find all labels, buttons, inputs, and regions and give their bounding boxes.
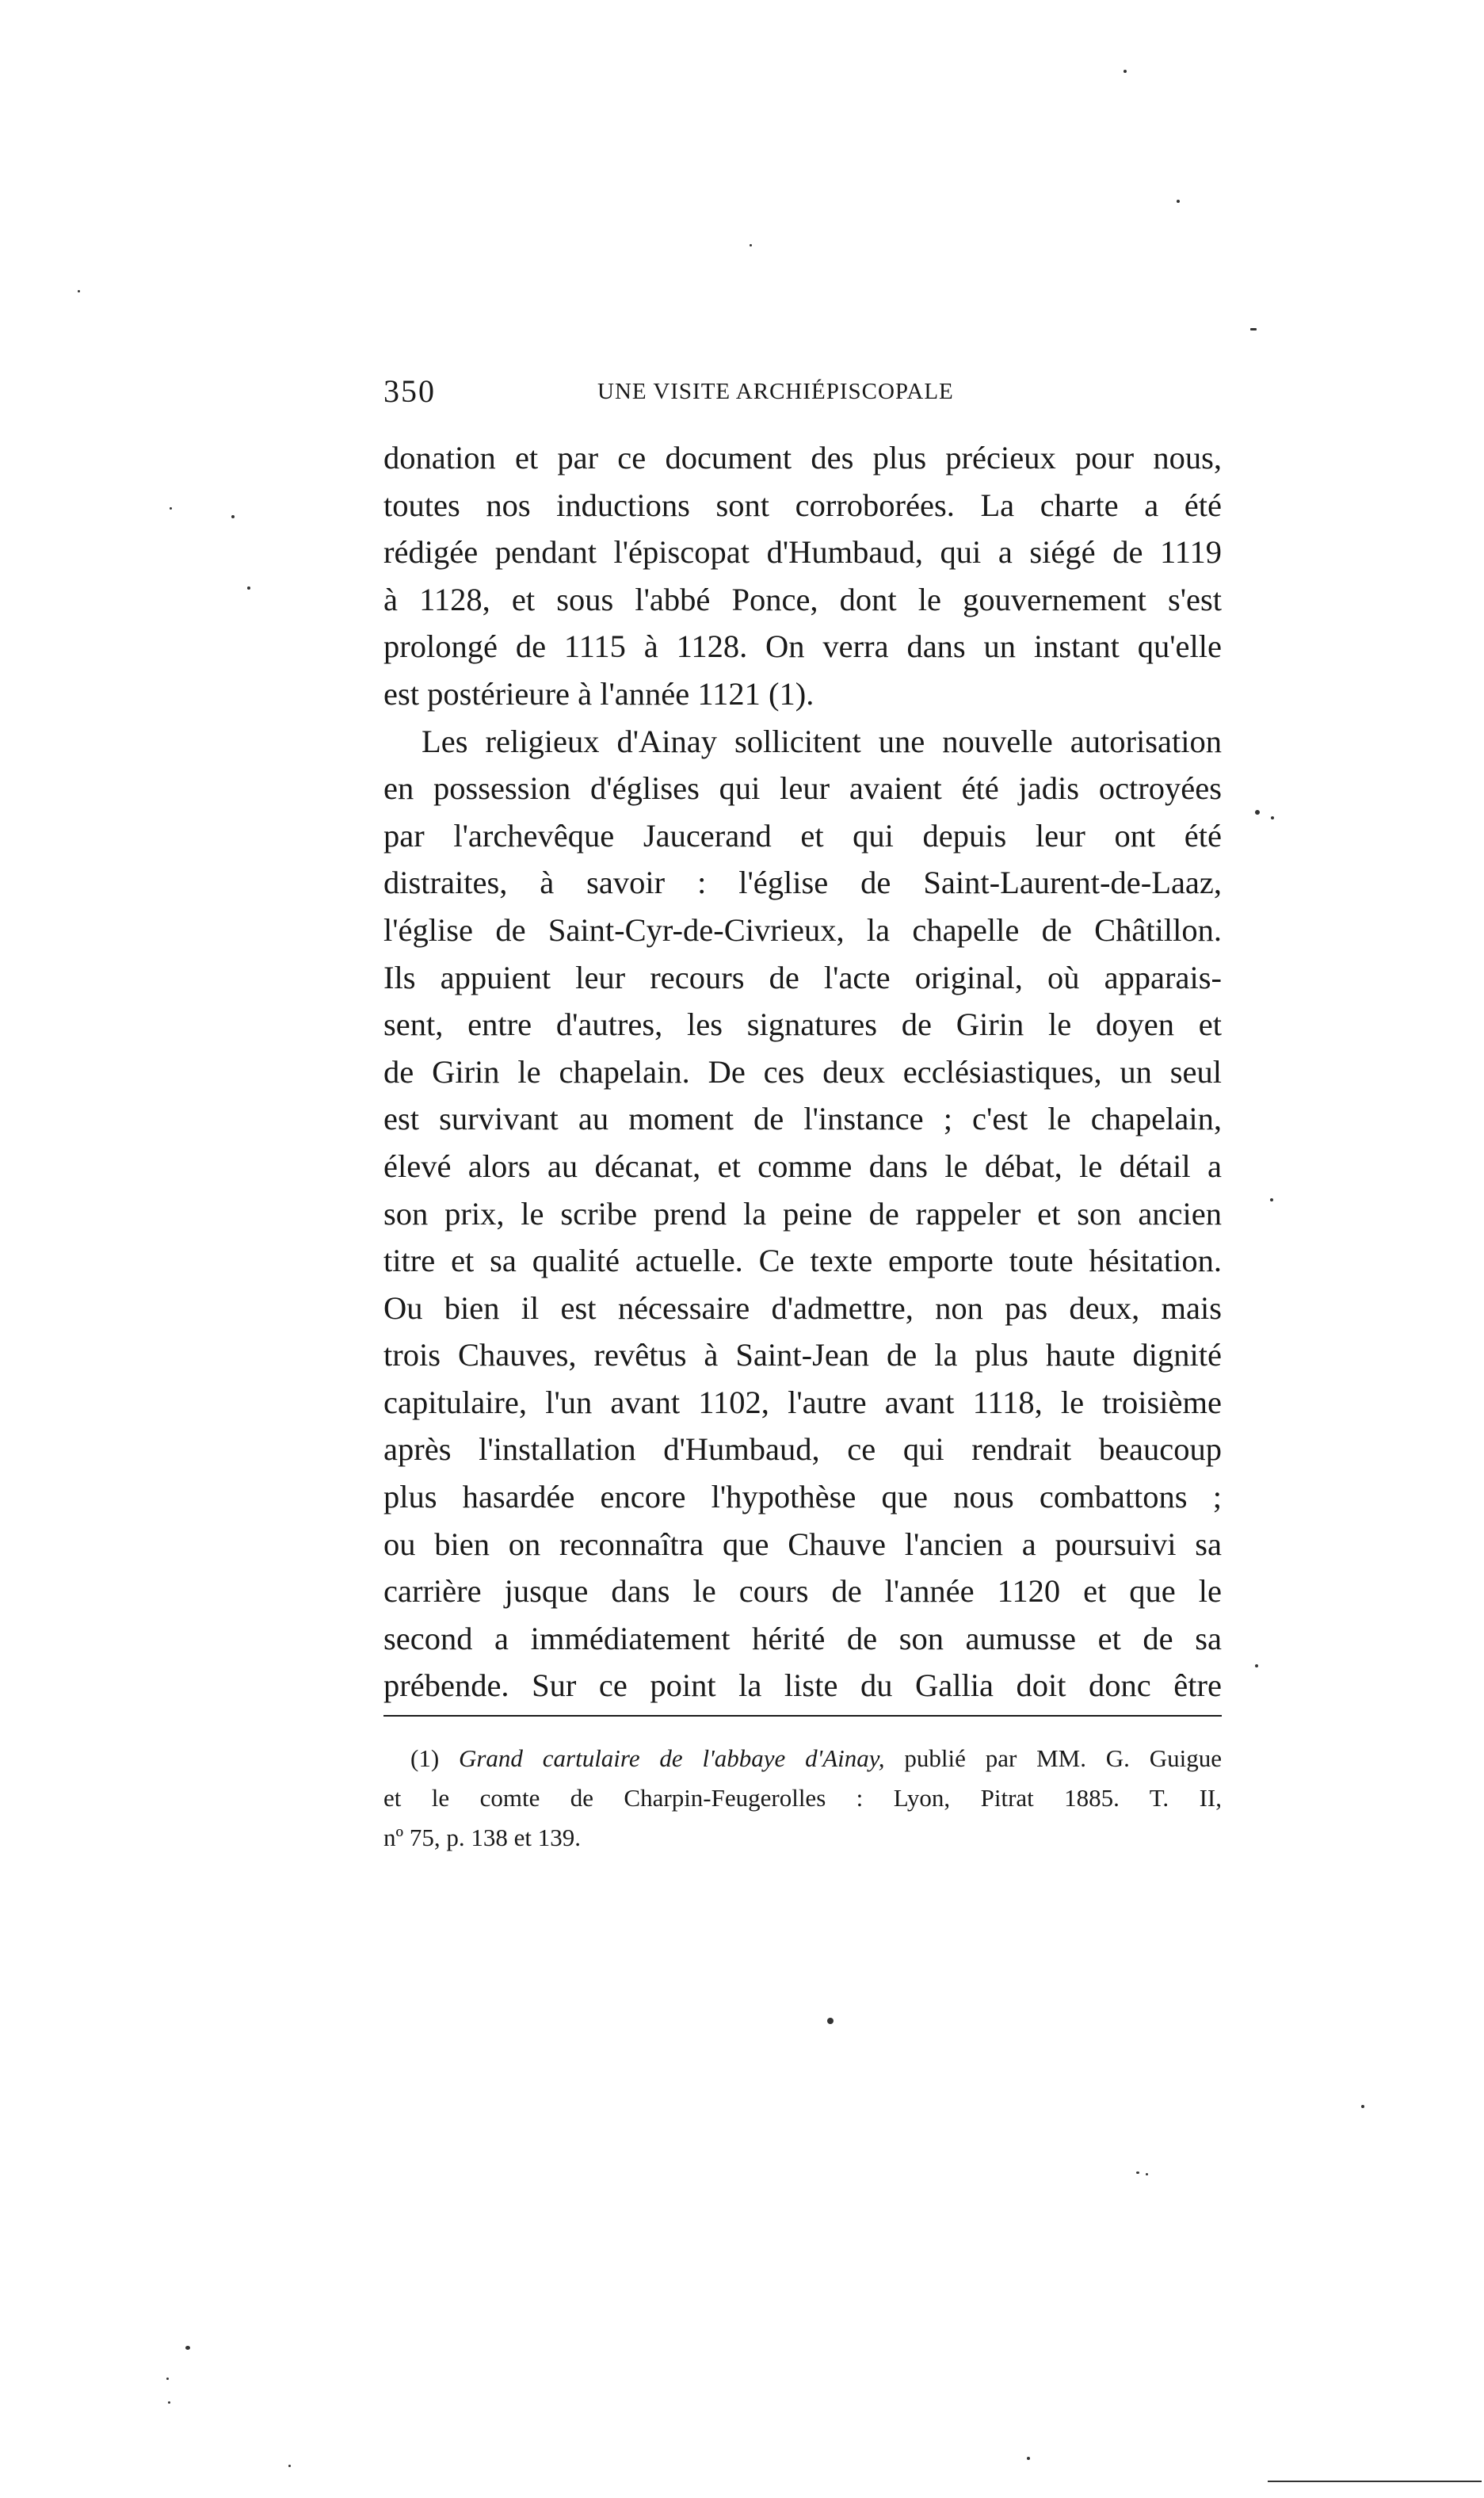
scan-speck — [1123, 70, 1127, 73]
scan-speck — [1255, 810, 1260, 815]
body-text — [383, 434, 1222, 1709]
footnote-line — [383, 1739, 1222, 1778]
text-line: est postérieure à l'année 1121 (1). — [383, 675, 814, 712]
text-line: ou bien on reconnaîtra que Chauve l'ancien a poursuivi sa — [383, 1526, 1222, 1562]
scan-speck — [1146, 2173, 1148, 2175]
text-line: de Girin le chapelain. De ces deux ecclésiastiques, un seul — [383, 1053, 1222, 1090]
scan-speck — [78, 290, 80, 292]
scan-speck — [1270, 1198, 1273, 1201]
text-line: Ils appuient leur recours de l'acte original, où apparais- — [383, 959, 1222, 995]
text-line: carrière jusque dans le cours de l'année 1120 et que le — [383, 1573, 1222, 1610]
page-number: 350 — [383, 373, 436, 409]
text-line: distraites, à savoir : l'église de Saint-Laurent-de-Laaz, — [383, 865, 1222, 901]
scan-speck — [1027, 2457, 1030, 2460]
scan-speck — [288, 2465, 291, 2467]
footnote-line: et le comte de Charpin-Feugerolles : Lyon, Pitrat 1885. T. II, — [383, 1784, 1222, 1812]
text-line: son prix, le scribe prend la peine de rappeler et son ancien — [383, 1195, 1222, 1232]
footnote-line: nº 75, p. 138 et 139. — [383, 1824, 581, 1851]
footnote-title: Grand cartulaire de l'abbaye d'Ainay, — [458, 1744, 885, 1772]
text-line: prolongé de 1115 à 1128. On verra dans un instant qu'elle — [383, 628, 1222, 665]
footnote-rule — [383, 1715, 1222, 1717]
scan-speck — [1255, 1664, 1258, 1667]
text-line: toutes nos inductions sont corroborées. La charte a été — [383, 487, 1222, 523]
scan-speck — [1136, 2171, 1139, 2174]
text-line: sent, entre d'autres, les signatures de Girin le doyen et — [383, 1006, 1222, 1043]
scan-speck — [185, 2346, 190, 2350]
text-line: après l'installation d'Humbaud, ce qui rendrait beaucoup — [383, 1431, 1222, 1468]
text-line: trois Chauves, revêtus à Saint-Jean de la plus haute dignité — [383, 1337, 1222, 1373]
text-line: en possession d'églises qui leur avaient été jadis octroyées — [383, 770, 1222, 807]
text-line: à 1128, et sous l'abbé Ponce, dont le gouvernement s'est — [383, 581, 1222, 617]
scan-speck — [1177, 200, 1180, 203]
paragraph-start-line: Les religieux d'Ainay sollicitent une nouvelle autorisation — [422, 723, 1222, 759]
scan-speck — [166, 2378, 169, 2380]
scan-speck — [827, 2018, 834, 2024]
text-line: l'église de Saint-Cyr-de-Civrieux, la chapelle de Châtillon. — [383, 911, 1222, 948]
scan-speck — [750, 244, 752, 246]
text-line: rédigée pendant l'épiscopat d'Humbaud, qui a siégé de 1119 — [383, 534, 1222, 571]
scan-speck — [1271, 816, 1274, 819]
scan-speck — [1250, 328, 1257, 330]
text-line: titre et sa qualité actuelle. Ce texte emporte toute hésitation. — [383, 1243, 1222, 1279]
running-title: UNE VISITE ARCHIÉPISCOPALE — [597, 379, 954, 404]
text-line: élevé alors au décanat, et comme dans le débat, le détail a — [383, 1148, 1222, 1184]
scan-speck — [170, 507, 172, 510]
running-head — [383, 372, 1222, 420]
scan-speck — [1361, 2105, 1364, 2108]
text-line: par l'archevêque Jaucerand et qui depuis leur ont été — [383, 817, 1222, 854]
footnote-marker: (1) — [410, 1744, 440, 1772]
text-line: prébende. Sur ce point la liste du Gallia doit donc être — [383, 1667, 1222, 1704]
text-line: est survivant au moment de l'instance ; c'est le chapelain, — [383, 1101, 1222, 1137]
footnote — [383, 1739, 1222, 1858]
text-line: Ou bien il est nécessaire d'admettre, non pas deux, mais — [383, 1289, 1222, 1326]
text-line: donation et par ce document des plus précieux pour nous, — [383, 440, 1222, 476]
scan-speck — [247, 586, 250, 590]
text-line: plus hasardée encore l'hypothèse que nous combattons ; — [383, 1479, 1222, 1515]
text-line: second a immédiatement hérité de son aumusse et de sa — [383, 1620, 1222, 1656]
scan-speck — [231, 515, 235, 518]
text-line: capitulaire, l'un avant 1102, l'autre avant 1118, le troisième — [383, 1384, 1222, 1420]
footnote-text: publié par MM. G. Guigue — [904, 1744, 1223, 1772]
scan-speck — [1268, 2481, 1482, 2482]
scan-speck — [168, 2401, 170, 2404]
